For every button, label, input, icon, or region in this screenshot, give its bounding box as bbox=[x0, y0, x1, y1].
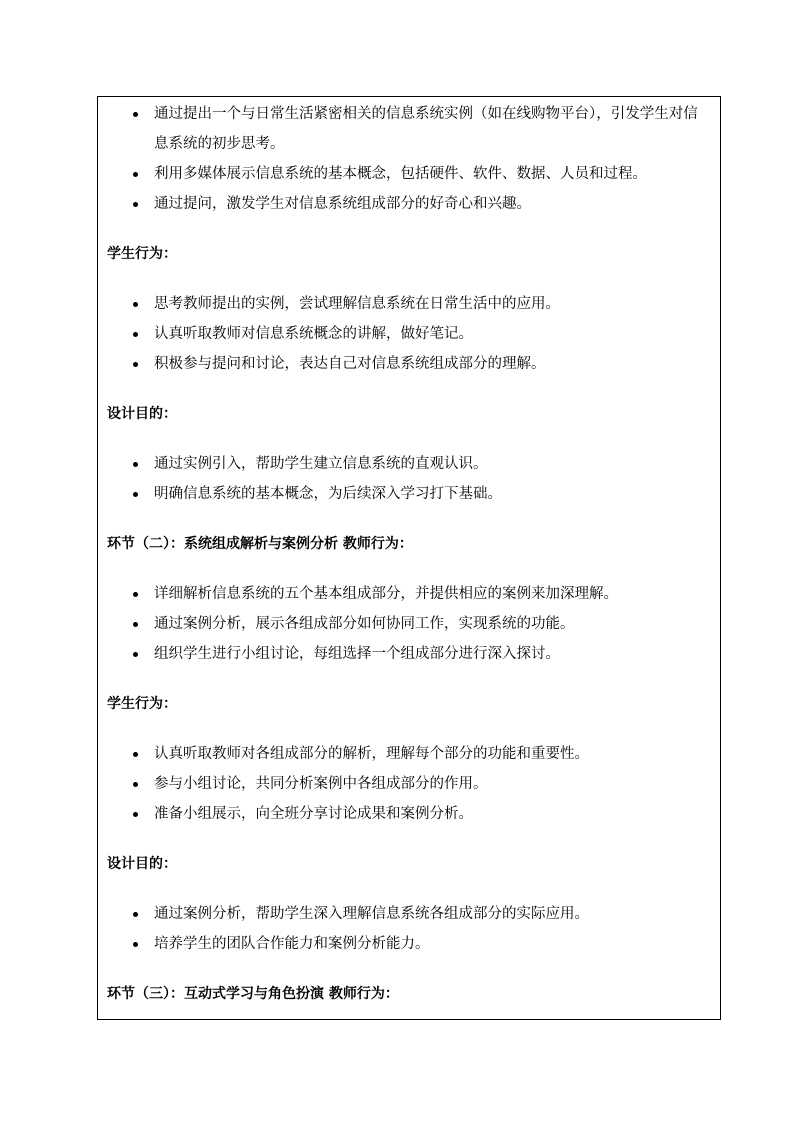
teacher-behavior-list bbox=[107, 99, 712, 219]
list-item bbox=[107, 449, 712, 479]
teacher-behavior-list bbox=[107, 579, 712, 669]
bullet-icon bbox=[133, 752, 138, 757]
list-item bbox=[107, 479, 712, 509]
bullet-icon bbox=[133, 622, 138, 627]
design-purpose-list bbox=[107, 899, 712, 959]
list-item bbox=[107, 349, 712, 379]
list-item bbox=[107, 99, 712, 159]
list-item-text: 准备小组展示，向全班分享讨论成果和案例分析。 bbox=[154, 806, 473, 822]
bullet-icon bbox=[133, 362, 138, 367]
section-heading: 学生行为： bbox=[107, 696, 177, 712]
section-heading: 环节（二）：系统组成解析与案例分析 教师行为： bbox=[107, 536, 413, 552]
list-item-text: 通过案例分析，展示各组成部分如何协同工作，实现系统的功能。 bbox=[154, 616, 575, 632]
document-content bbox=[107, 97, 712, 1009]
list-item-text: 通过提问，激发学生对信息系统组成部分的好奇心和兴趣。 bbox=[154, 196, 531, 212]
bullet-icon bbox=[133, 942, 138, 947]
list-item bbox=[107, 929, 712, 959]
list-item bbox=[107, 609, 712, 639]
bullet-icon bbox=[133, 202, 138, 207]
bullet-icon bbox=[133, 912, 138, 917]
list-item bbox=[107, 639, 712, 669]
list-item bbox=[107, 739, 712, 769]
list-item-text: 组织学生进行小组讨论，每组选择一个组成部分进行深入探讨。 bbox=[154, 646, 560, 662]
list-item bbox=[107, 769, 712, 799]
list-item bbox=[107, 189, 712, 219]
document-table-cell bbox=[97, 96, 721, 1020]
bullet-icon bbox=[133, 782, 138, 787]
design-purpose-list bbox=[107, 449, 712, 509]
list-item-text: 详细解析信息系统的五个基本组成部分，并提供相应的案例来加深理解。 bbox=[154, 586, 618, 602]
list-item-text: 通过实例引入，帮助学生建立信息系统的直观认识。 bbox=[154, 456, 488, 472]
bullet-icon bbox=[133, 332, 138, 337]
list-item-text: 通过提出一个与日常生活紧密相关的信息系统实例（如在线购物平台），引发学生对信息系统的初步思考。 bbox=[154, 106, 698, 152]
bullet-icon bbox=[133, 492, 138, 497]
bullet-icon bbox=[133, 812, 138, 817]
list-item bbox=[107, 289, 712, 319]
list-item bbox=[107, 579, 712, 609]
list-item-text: 思考教师提出的实例，尝试理解信息系统在日常生活中的应用。 bbox=[154, 296, 560, 312]
list-item-text: 参与小组讨论，共同分析案例中各组成部分的作用。 bbox=[154, 776, 488, 792]
bullet-icon bbox=[133, 172, 138, 177]
list-item-text: 利用多媒体展示信息系统的基本概念，包括硬件、软件、数据、人员和过程。 bbox=[154, 166, 647, 182]
list-item-text: 积极参与提问和讨论，表达自己对信息系统组成部分的理解。 bbox=[154, 356, 546, 372]
bullet-icon bbox=[133, 462, 138, 467]
list-item-text: 通过案例分析，帮助学生深入理解信息系统各组成部分的实际应用。 bbox=[154, 906, 589, 922]
bullet-icon bbox=[133, 592, 138, 597]
section-heading: 学生行为： bbox=[107, 246, 177, 262]
list-item-text: 认真听取教师对各组成部分的解析，理解每个部分的功能和重要性。 bbox=[154, 746, 589, 762]
list-item-text: 认真听取教师对信息系统概念的讲解，做好笔记。 bbox=[154, 326, 473, 342]
bullet-icon bbox=[133, 302, 138, 307]
bullet-icon bbox=[133, 112, 138, 117]
section-heading: 设计目的： bbox=[107, 406, 177, 422]
list-item bbox=[107, 319, 712, 349]
section-heading: 环节（三）：互动式学习与角色扮演 教师行为： bbox=[107, 986, 399, 1002]
bullet-icon bbox=[133, 652, 138, 657]
student-behavior-list bbox=[107, 289, 712, 379]
list-item bbox=[107, 899, 712, 929]
list-item bbox=[107, 799, 712, 829]
list-item-text: 明确信息系统的基本概念，为后续深入学习打下基础。 bbox=[154, 486, 502, 502]
section-heading: 设计目的： bbox=[107, 856, 177, 872]
list-item-text: 培养学生的团队合作能力和案例分析能力。 bbox=[154, 936, 430, 952]
list-item bbox=[107, 159, 712, 189]
student-behavior-list bbox=[107, 739, 712, 829]
